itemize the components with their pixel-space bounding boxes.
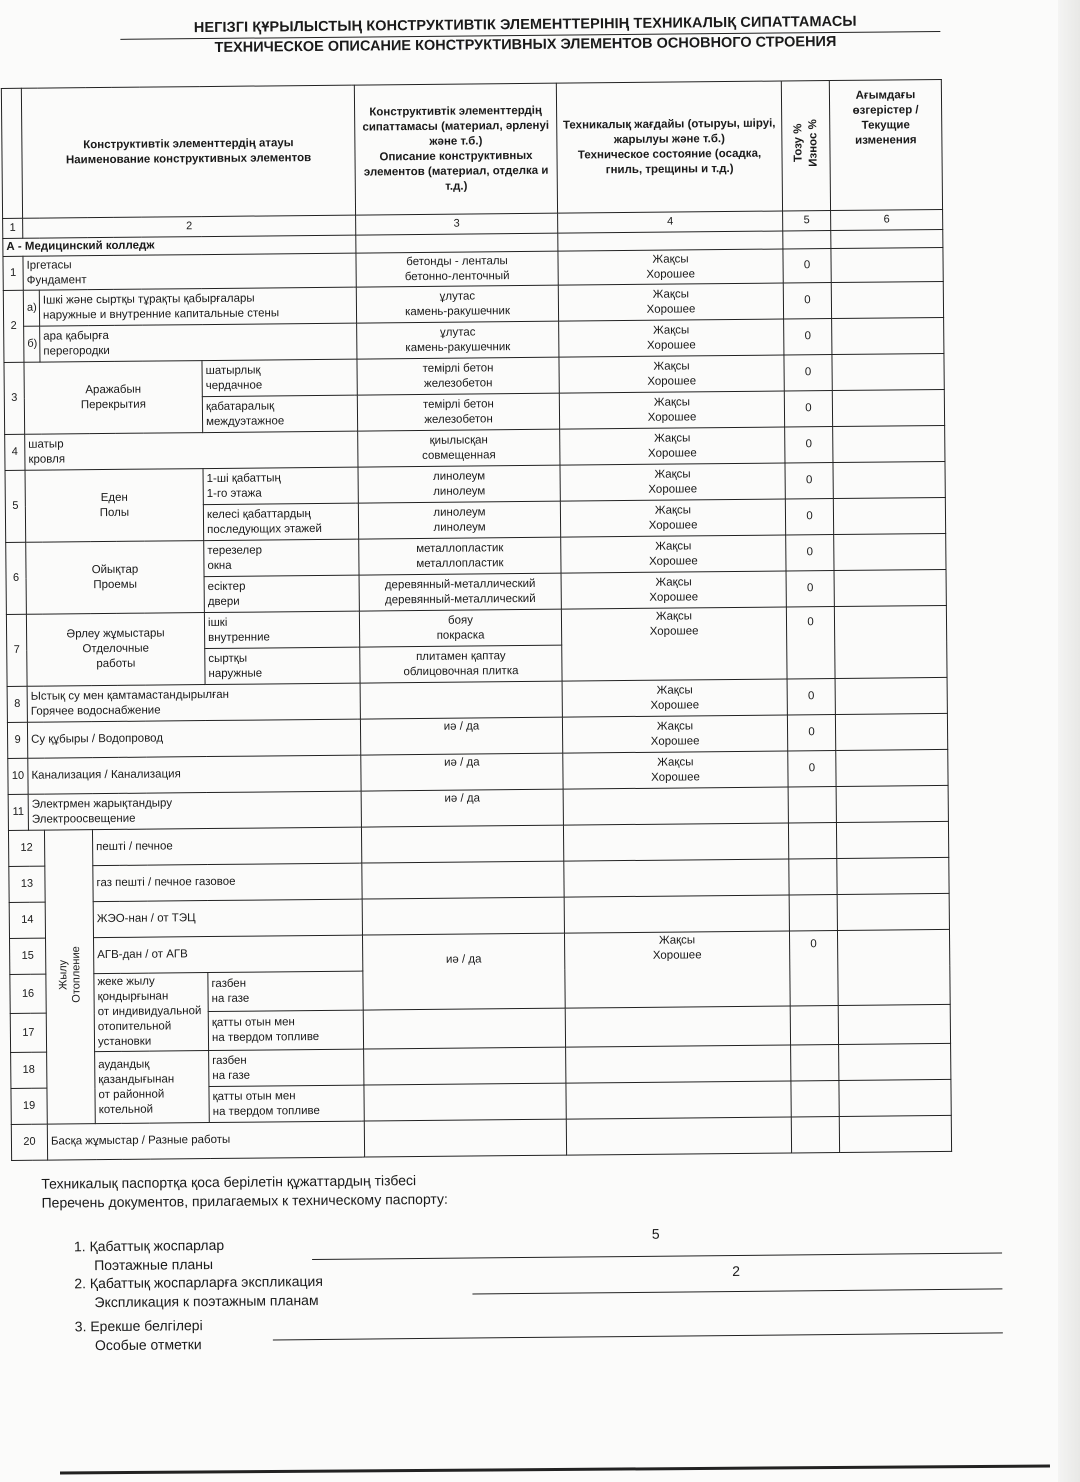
- element-name: аудандық қазандығынан от районной котельной: [95, 1051, 210, 1124]
- header-col6: Ағымдағы өзгерістер / Текущие изменения: [829, 79, 942, 210]
- wear-percent: [789, 895, 837, 931]
- element-condition: Жақсы Хорошее: [559, 355, 784, 393]
- element-condition: Жақсы Хорошее: [561, 535, 786, 573]
- element-description: линолеум линолеум: [358, 501, 560, 539]
- element-subname: 1-ші қабаттың 1-го этажа: [203, 467, 358, 504]
- element-name: ЖЭО-нан / от ТЭЦ: [93, 899, 362, 938]
- element-subname: шатырлық чердачное: [202, 359, 357, 396]
- element-description: [364, 1083, 566, 1121]
- header-col5-text: Тозу % Износ %: [791, 119, 820, 168]
- doc-item-1-ru: Поэтажные планы: [94, 1256, 214, 1274]
- wear-percent: 0: [786, 535, 834, 571]
- element-subname: қатты отын мен на твердом топливе: [208, 1010, 363, 1050]
- section-empty-5: [783, 231, 831, 249]
- row-number: 9: [7, 722, 27, 758]
- element-description: иә / да: [360, 717, 562, 755]
- header-row: [1, 79, 942, 218]
- current-changes: [831, 247, 943, 282]
- element-name: газ пешті / печное газовое: [93, 863, 362, 902]
- row-number: 6: [6, 542, 27, 614]
- current-changes: [839, 1043, 951, 1080]
- element-description: иә / да: [361, 753, 563, 791]
- row-number: 14: [9, 902, 45, 938]
- wear-percent: 0: [784, 391, 832, 427]
- current-changes: [837, 929, 950, 1005]
- wear-percent: 0: [789, 931, 838, 1006]
- section-title: А - Медицинский колледж: [3, 235, 356, 256]
- technical-description-table: [1, 79, 952, 1161]
- element-condition: Жақсы Хорошее: [560, 463, 785, 501]
- element-name: Іргетасы Фундамент: [23, 253, 356, 290]
- current-changes: [834, 533, 946, 570]
- element-name: Басқа жұмыстар / Разные работы: [47, 1121, 364, 1160]
- current-changes: [832, 317, 944, 354]
- documents-heading-ru: Перечень документов, прилагаемых к техническому паспорту:: [41, 1190, 448, 1211]
- element-description: бетонды - ленталы бетонно-ленточный: [356, 251, 558, 287]
- current-changes: [833, 461, 945, 498]
- doc-item-2-value: 2: [732, 1262, 741, 1280]
- current-changes: [835, 713, 947, 750]
- element-description: [361, 825, 563, 863]
- element-description: [364, 1119, 566, 1157]
- element-description: темірлі бетон железобетон: [357, 357, 559, 395]
- current-changes: [839, 1079, 951, 1116]
- wear-percent: 0: [784, 319, 832, 355]
- table-row: [6, 605, 946, 650]
- element-condition: Жақсы Хорошее: [558, 283, 783, 321]
- current-changes: [834, 605, 947, 678]
- wear-percent: 0: [783, 283, 831, 319]
- element-subname: терезелер окна: [204, 539, 359, 576]
- table-row: [11, 1115, 951, 1160]
- wear-percent: [791, 1044, 839, 1080]
- wear-percent: [788, 787, 836, 823]
- row-number: 4: [5, 434, 25, 470]
- element-description: [360, 681, 562, 719]
- row-number: 7: [6, 614, 27, 686]
- current-changes: [834, 569, 946, 606]
- element-name: ара қабырға перегородки: [40, 323, 357, 362]
- row-number: 1: [3, 256, 23, 290]
- element-name: Су құбыры / Водопровод: [27, 719, 360, 758]
- header-col1: [1, 88, 22, 218]
- doc-item-3-kz: 3. Ерекше белгілері: [74, 1317, 203, 1335]
- wear-percent: 0: [785, 427, 833, 463]
- element-condition: [563, 823, 788, 861]
- wear-percent: 0: [785, 463, 833, 499]
- current-changes: [839, 1115, 951, 1152]
- current-changes: [833, 497, 945, 534]
- element-description: [362, 861, 564, 899]
- doc-item-3: [75, 1308, 1015, 1355]
- element-condition: Жақсы Хорошее: [561, 571, 786, 609]
- wear-percent: [790, 1006, 838, 1045]
- element-description: темірлі бетон железобетон: [357, 393, 559, 431]
- current-changes: [832, 353, 944, 390]
- element-name: Ішкі және сыртқы тұрақты қабырғалары наружные и внутренние капитальные стены: [39, 287, 356, 326]
- title-kz: НЕГІЗГІ ҚҰРЫЛЫСТЫҢ КОНСТРУКТИВТІК ЭЛЕМЕНТТЕРІНІҢ ТЕХНИКАЛЫҚ СИПАТТАМАСЫ: [193, 13, 857, 37]
- element-condition: [566, 1117, 791, 1155]
- current-changes: [832, 389, 944, 426]
- doc-item-3-ru: Особые отметки: [94, 1336, 202, 1354]
- current-changes: [831, 281, 943, 318]
- element-condition: Жақсы Хорошее: [564, 931, 790, 1008]
- element-description: бояу покраска: [359, 609, 561, 647]
- row-number: 10: [8, 758, 28, 794]
- section-empty-3: [356, 233, 558, 253]
- element-condition: Жақсы Хорошее: [562, 715, 787, 753]
- colnum-1: 1: [3, 218, 23, 238]
- doc-item-1-kz: 1. Қабаттық жоспарлар: [73, 1236, 225, 1255]
- wear-percent: [788, 823, 836, 859]
- colnum-4: 4: [558, 211, 783, 233]
- row-number: 2: [3, 290, 24, 362]
- wear-percent: 0: [787, 715, 835, 751]
- wear-percent: 0: [786, 571, 834, 607]
- row-number: 20: [11, 1124, 47, 1160]
- header-col3: Конструктивтік элементтердің сипаттамасы (материал, әрленуі және т.б.) Описание конструктивных элементов (материал, отделка и т.д.): [354, 83, 557, 215]
- element-name: Еден Полы: [25, 469, 204, 543]
- element-condition: [563, 787, 788, 825]
- element-description: металлопластик металлопластик: [359, 537, 561, 575]
- colnum-3: 3: [356, 213, 558, 235]
- element-subname: келесі қабаттардың последующих этажей: [203, 503, 358, 540]
- wear-percent: 0: [784, 355, 832, 391]
- table-row: [10, 929, 950, 974]
- doc-item-1-value: 5: [651, 1225, 660, 1242]
- element-description: линолеум линолеум: [358, 465, 560, 503]
- wear-percent: 0: [783, 249, 831, 283]
- element-subname: газбен на газе: [208, 971, 363, 1011]
- element-description: ұлутас камень-ракушечник: [357, 321, 559, 359]
- element-description: иә / да: [362, 933, 565, 1010]
- current-changes: [836, 821, 948, 858]
- wear-percent: 0: [787, 679, 835, 715]
- doc-item-2-ru: Экспликация к поэтажным планам: [94, 1292, 319, 1311]
- element-condition: Жақсы Хорошее: [563, 751, 788, 789]
- element-subname: қабатаралық междуэтажное: [202, 395, 357, 432]
- colnum-2: 2: [23, 215, 356, 238]
- header-col2: Конструктивтік элементтердің атауы Наименование конструктивных элементов: [21, 85, 355, 218]
- row-number: 5: [5, 470, 26, 542]
- row-number: 18: [11, 1052, 47, 1088]
- element-condition: [564, 859, 789, 897]
- element-name: Ыстық су мен қамтамастандырылған Горячее водоснабжение: [27, 683, 360, 722]
- element-name: Ойықтар Проемы: [26, 541, 205, 615]
- row-number: 16: [10, 974, 46, 1013]
- row-number: 8: [7, 686, 27, 722]
- element-name: шатыр кровля: [25, 431, 358, 470]
- wear-percent: [791, 1116, 839, 1152]
- row-number: 19: [11, 1088, 47, 1124]
- heating-label: Жылу Отопление: [56, 946, 83, 1003]
- current-changes: [837, 857, 949, 894]
- documents-list-heading: [41, 1165, 1021, 1212]
- element-condition: Жақсы Хорошее: [562, 679, 787, 717]
- element-subname: қатты отын мен на твердом топливе: [209, 1085, 364, 1122]
- row-number: 15: [10, 938, 46, 974]
- element-name: Аражабын Перекрытия: [24, 361, 203, 435]
- element-name: пешті / печное: [92, 827, 361, 866]
- wear-percent: 0: [785, 499, 833, 535]
- current-changes: [836, 749, 948, 786]
- element-condition: [566, 1045, 791, 1083]
- element-description: ұлутас камень-ракушечник: [356, 285, 558, 323]
- element-description: [362, 897, 564, 935]
- row-number: 11: [8, 794, 28, 830]
- wear-percent: 0: [788, 751, 836, 787]
- heating-group: [44, 830, 95, 1124]
- header-col5: [781, 81, 830, 211]
- element-subname: ішкі внутренние: [204, 611, 359, 648]
- element-name: жеке жылу қондырғынан от индивидуальной отопительной установки: [94, 973, 209, 1052]
- element-condition: [565, 1006, 790, 1047]
- colnum-6: 6: [831, 209, 943, 230]
- current-changes: [838, 1004, 950, 1044]
- element-condition: Жақсы Хорошее: [559, 391, 784, 429]
- element-subname: сыртқы наружные: [205, 647, 360, 684]
- header-col4: Техникалық жағдайы (отыруы, шіруі, жарылуы және т.б.) Техническое состояние (осадка, гниль, трещины и т.д.): [556, 81, 782, 213]
- row-sublabel: а): [23, 290, 39, 326]
- wear-percent: [791, 1080, 839, 1116]
- row-number: 12: [8, 830, 44, 866]
- element-subname: есіктер двери: [204, 575, 359, 612]
- element-description: қиылысқан совмещенная: [358, 429, 560, 467]
- row-number: 13: [9, 866, 45, 902]
- section-empty-4: [558, 231, 783, 251]
- element-description: [363, 1008, 565, 1049]
- wear-percent: [789, 859, 837, 895]
- element-name: АГВ-дан / от АГВ: [94, 935, 363, 974]
- element-condition: [564, 895, 789, 933]
- element-condition: Жақсы Хорошее: [558, 249, 783, 285]
- row-sublabel: б): [24, 326, 40, 362]
- wear-percent: 0: [786, 607, 835, 679]
- element-description: [364, 1047, 566, 1085]
- element-description: иә / да: [361, 789, 563, 827]
- current-changes: [836, 785, 948, 822]
- row-number: 17: [10, 1013, 46, 1052]
- colnum-5: 5: [783, 211, 831, 231]
- element-condition: Жақсы Хорошее: [559, 319, 784, 357]
- current-changes: [835, 677, 947, 714]
- current-changes: [833, 425, 945, 462]
- section-empty-6: [831, 229, 943, 248]
- doc-item-2-kz: 2. Қабаттық жоспарларға экспликация: [74, 1272, 323, 1292]
- element-condition: Жақсы Хорошее: [560, 499, 785, 537]
- current-changes: [837, 893, 949, 930]
- element-condition: [566, 1081, 791, 1119]
- element-description: плитамен қаптау облицовочная плитка: [360, 645, 562, 683]
- element-name: Электрмен жарықтандыру Электроосвещение: [28, 791, 361, 830]
- element-name: Әрлеу жұмыстары Отделочные работы: [26, 613, 205, 687]
- element-subname: газбен на газе: [209, 1049, 364, 1086]
- element-name: Канализация / Канализация: [28, 755, 361, 794]
- element-condition: Жақсы Хорошее: [560, 427, 785, 465]
- title-ru: ТЕХНИЧЕСКОЕ ОПИСАНИЕ КОНСТРУКТИВНЫХ ЭЛЕМЕНТОВ ОСНОВНОГО СТРОЕНИЯ: [214, 33, 837, 56]
- element-condition: Жақсы Хорошее: [561, 607, 787, 681]
- documents-heading-kz: Техникалық паспортқа қоса берілетін құжаттардың тізбесі: [41, 1172, 417, 1192]
- element-description: деревянный-металлический деревянный-металлический: [359, 573, 561, 611]
- row-number: 3: [4, 362, 25, 434]
